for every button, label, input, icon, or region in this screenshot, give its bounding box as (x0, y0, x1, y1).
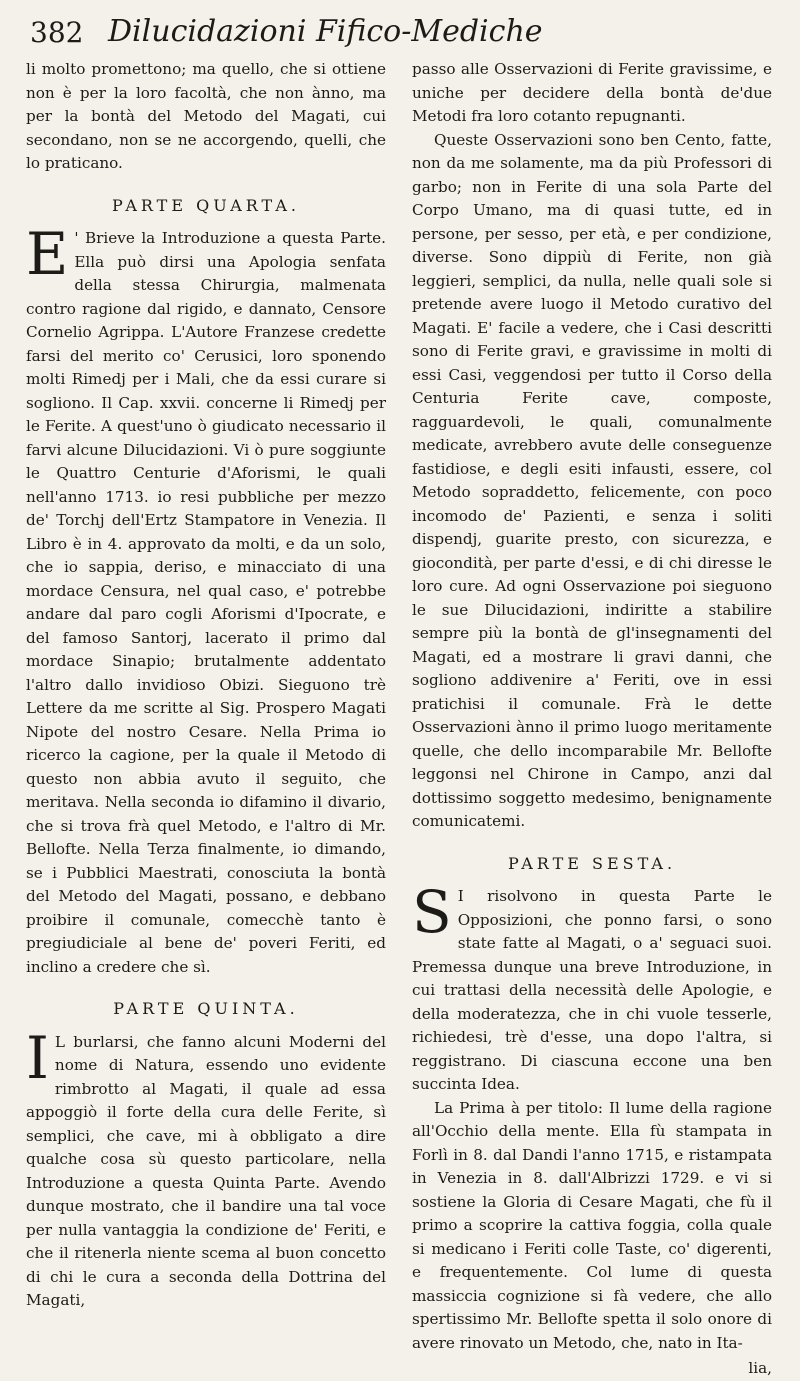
paragraph-text: ' Brieve la Introduzione a questa Parte. Ella può dirsi una Apologia senfata della stessa Chirurgia, malmenata contro ragione dal rigido, e dannato, Censore Cornelio Agrippa. L'Autore Franzese credette farsi del merito co' Cerusici, loro sponendo molti Rimedj per i Mali, che da essi curare si sogliono. Il Cap. xxvii. concerne li Rimedj per le Ferite. A quest'uno ò giudicato necessario il farvi alcune Dilucidazioni. Vi ò pure soggiunte le Quattro Centurie d'Aforismi, le quali nell'anno 1713. io resi pubbliche per mezzo de' Torchj dell'Ertz Stampatore in Venezia. Il Libro è in 4. approvato da molti, e da un solo, che io sappia, deriso, e minacciato di una mordace Censura, nel qual caso, e' potrebbe andare dal paro cogli Aforismi d'Ipocrate, e del famoso Santorj, lacerato il primo dal mordace Sinapio; brutalmente addentato l'altro dallo invidioso Obizi. Sieguono trè Lettere da me scritte al Sig. Prospero Magati Nipote del nostro Cesare. Nella Prima io ricerco la cagione, per la quale il Metodo di questo non abbia avuto il seguito, che meritava. Nella seconda io difamino il divario, che si trova frà quel Metodo, e l'altro di Mr. Bellofte. Nella Terza finalmente, io dimando, se i Pubblici Maestrati, conosciuta la bontà del Metodo del Magati, possano, e debbano proibire il comunale, comecchè tanto è pregiudiciale al bene de' poveri Feriti, ed inclino a credere che sì. (26, 229, 386, 976)
paragraph-parte-sesta (412, 878, 772, 1097)
catchword: lia, (748, 1359, 772, 1377)
running-header (30, 14, 780, 60)
section-heading-parte-quinta: PARTE QUINTA. (113, 999, 299, 1018)
section-heading-parte-quarta: PARTE QUARTA. (112, 195, 300, 215)
paragraph-text: I risolvono in questa Parte le Opposizioni, che ponno farsi, o sono state fatte al Magati, o a' seguaci suoi. Premessa dunque una breve Introduzione, in cui trattasi della necessità delle Apologie, e della moderatezza, che in chi vuole tesserle, richiedesi, trè d'esse, una dopo l'altra, si reggistrano. Di ciascuna eccone una ben succinta Idea. (412, 887, 772, 1093)
paragraph-prima: La Prima à per titolo: Il lume della ragione all'Occhio della mente. Ella fù stampata in Forlì in 8. dal Dandi l'anno 1715, e ristampata in Venezia in 8. dall'Albrizzi 1729. e vi si sostiene la Gloria di Cesare Magati, che fù il primo a scoprire la cattiva foggia, colla quale si medicano i Feriti colle Taste, co' digerenti, e frequentemente. Col lume di questa massiccia cognizione si fà vedere, che allo spertissimo Mr. Bellofte spetta il solo onore di avere rinovato un Metodo, che, nato in Ita- (412, 1098, 772, 1352)
section-heading-parte-sesta: PARTE SESTA. (507, 853, 677, 873)
page-number: 382 (30, 16, 84, 49)
paragraph-parte-quarta (26, 220, 386, 979)
left-column (26, 58, 386, 1309)
paragraph-continuation: li molto promettono; ma quello, che si ottiene non è per la loro facoltà, che non ànno, ma per la bontà del Metodo del Magati, cui secondano, non se ne accorgendo, quelli, che lo praticano. (26, 60, 386, 172)
paragraph-parte-quinta (26, 1023, 386, 1313)
drop-cap: I (26, 1023, 49, 1092)
drop-cap: S (412, 878, 452, 946)
drop-cap: E (26, 220, 69, 288)
running-title: Dilucidazioni Fifico-Mediche (108, 14, 543, 49)
paragraph-osservazioni: Queste Osservazioni sono ben Cento, fatte, non da me solamente, ma da più Professori di garbo; non in Ferite di una sola Parte del Corpo Umano, ma di quasi tutte, ed in persone, per sesso, per età, e per condizione, diverse. Sono dippiù di Ferite, non già leggieri, semplici, da nulla, nelle quali sole si pretende avere luogo il Metodo curativo del Magati. E' facile a vedere, che i Casi descritti sono di Ferite gravi, e gravissime in molti di essi Casi, veggendosi per tutto il Corso della Centuria Ferite cave, composte, ragguardevoli, le quali, comunalmente medicate, avrebbero avute delle conseguenze fastidiose, e degli esiti infausti, essere, col Metodo sopraddetto, felicemente, con poco incomodo de' Pazienti, e senza i soliti dispendj, guarite presto, con sicurezza, e giocondità, per parte d'essi, e di chi diresse le loro cure. Ad ogni Osservazione poi sieguono le sue Dilucidazioni, indiritte a stabilire sempre più la bontà de gl'insegnamenti del Magati, ed a mostrare li gravi danni, che sogliono addivenire a' Feriti, ove in essi pratichisi il comunale. Frà le dette Osservazioni ànno il primo luogo meritamente quelle, che dello incomparabile Mr. Bellofte leggonsi nel Chirone in Campo, anzi dal dottissimo soggetto medesimo, benignamente comunicatemi. (412, 130, 772, 830)
paragraph-text: L burlarsi, che fanno alcuni Moderni del nome di Natura, essendo uno evidente rimbrotto al Magati, il quale ad essa appoggiò il forte della cura delle Ferite, sì semplici, che cave, mi à obbligato a dire qualche cosa sù questo particolare, nella Introduzione a questa Quinta Parte. Avendo dunque mostrato, che il bandire una tal voce per nulla vantaggia la condizione de' Feriti, e che il ritenerla niente scema al buon concetto di chi le cura a seconda della Dottrina del Magati, (26, 1032, 386, 1309)
right-column (412, 58, 772, 1377)
paragraph-continuation: passo alle Osservazioni di Ferite gravissime, e uniche per decidere della bontà de'due Metodi fra loro cotanto repugnanti. (412, 60, 772, 125)
